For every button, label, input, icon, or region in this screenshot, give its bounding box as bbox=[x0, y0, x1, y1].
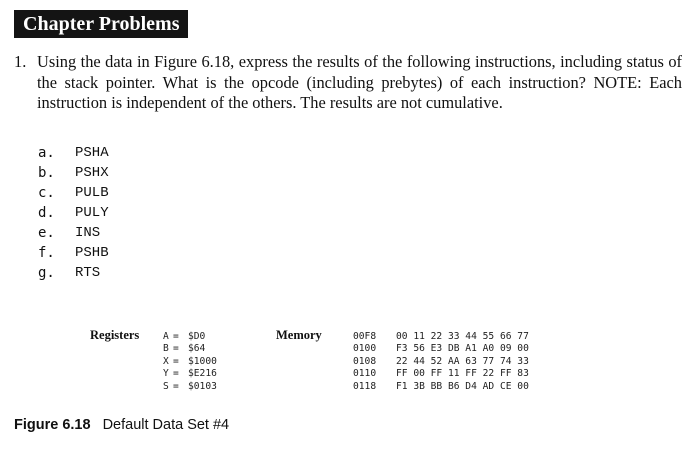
item-instruction: PSHA bbox=[75, 145, 109, 161]
memory-bytes: 22 44 52 AA 63 77 74 33 bbox=[396, 355, 529, 367]
equals-sign: = bbox=[173, 343, 179, 355]
memory-address: 0118 bbox=[353, 380, 377, 392]
memory-row bbox=[353, 331, 529, 343]
memory-address: 0108 bbox=[353, 355, 377, 367]
memory-address: 00F8 bbox=[353, 331, 377, 342]
list-item bbox=[38, 223, 109, 243]
problem-text: Using the data in Figure 6.18, express the results of the following instructions, including status of the stack pointer. What is the opcode (including prebytes) of each instruction? NOTE: Each instruction is independent of the others. The results are not cumulative. bbox=[37, 52, 682, 112]
equals-sign: = bbox=[173, 368, 179, 380]
memory-row bbox=[353, 381, 529, 393]
item-letter: b. bbox=[38, 165, 55, 181]
memory-row bbox=[353, 356, 529, 368]
register-value: $D0 bbox=[188, 331, 206, 342]
problem-1 bbox=[14, 52, 682, 114]
equals-sign: = bbox=[173, 355, 179, 367]
register-value: $64 bbox=[188, 343, 206, 355]
list-item bbox=[38, 203, 109, 223]
memory-bytes: FF 00 FF 11 FF 22 FF 83 bbox=[396, 368, 529, 380]
list-item bbox=[38, 263, 109, 283]
memory-bytes: F1 3B BB B6 D4 AD CE 00 bbox=[396, 380, 529, 392]
memory-row bbox=[353, 343, 529, 355]
instruction-list bbox=[38, 143, 109, 283]
register-name: Y bbox=[163, 368, 169, 380]
item-letter: e. bbox=[38, 225, 55, 241]
item-letter: f. bbox=[38, 245, 55, 261]
item-letter: g. bbox=[38, 265, 55, 281]
memory-label: Memory bbox=[276, 328, 322, 342]
item-instruction: PSHX bbox=[75, 165, 109, 181]
memory-bytes: 00 11 22 33 44 55 66 77 bbox=[396, 331, 529, 342]
memory-address: 0100 bbox=[353, 343, 377, 355]
equals-sign: = bbox=[173, 331, 179, 342]
register-name: X bbox=[163, 355, 169, 367]
chapter-heading: Chapter Problems bbox=[14, 10, 188, 38]
item-instruction: INS bbox=[75, 225, 101, 241]
figure-number: Figure 6.18 bbox=[14, 417, 91, 433]
problem-number: 1. bbox=[14, 52, 27, 71]
figure-title: Default Data Set #4 bbox=[102, 417, 230, 433]
memory-bytes: F3 56 E3 DB A1 A0 09 00 bbox=[396, 343, 529, 355]
figure-caption bbox=[14, 417, 229, 433]
register-list bbox=[163, 331, 217, 393]
register-value: $0103 bbox=[188, 380, 217, 392]
register-row bbox=[163, 331, 217, 343]
register-value: $E216 bbox=[188, 368, 217, 380]
register-row bbox=[163, 381, 217, 393]
list-item bbox=[38, 143, 109, 163]
register-name: S bbox=[163, 380, 169, 392]
register-row bbox=[163, 343, 217, 355]
item-instruction: RTS bbox=[75, 265, 101, 281]
memory-dump bbox=[353, 331, 529, 393]
list-item bbox=[38, 243, 109, 263]
item-letter: d. bbox=[38, 205, 55, 221]
item-letter: a. bbox=[38, 145, 55, 161]
item-instruction: PULY bbox=[75, 205, 109, 221]
register-value: $1000 bbox=[188, 355, 217, 367]
list-item bbox=[38, 183, 109, 203]
register-name: B bbox=[163, 343, 169, 355]
item-instruction: PULB bbox=[75, 185, 109, 201]
memory-row bbox=[353, 368, 529, 380]
list-item bbox=[38, 163, 109, 183]
equals-sign: = bbox=[173, 380, 179, 392]
registers-label: Registers bbox=[90, 328, 140, 342]
register-name: A bbox=[163, 331, 169, 342]
memory-address: 0110 bbox=[353, 368, 377, 380]
item-instruction: PSHB bbox=[75, 245, 109, 261]
register-row bbox=[163, 368, 217, 380]
item-letter: c. bbox=[38, 185, 55, 201]
register-row bbox=[163, 356, 217, 368]
